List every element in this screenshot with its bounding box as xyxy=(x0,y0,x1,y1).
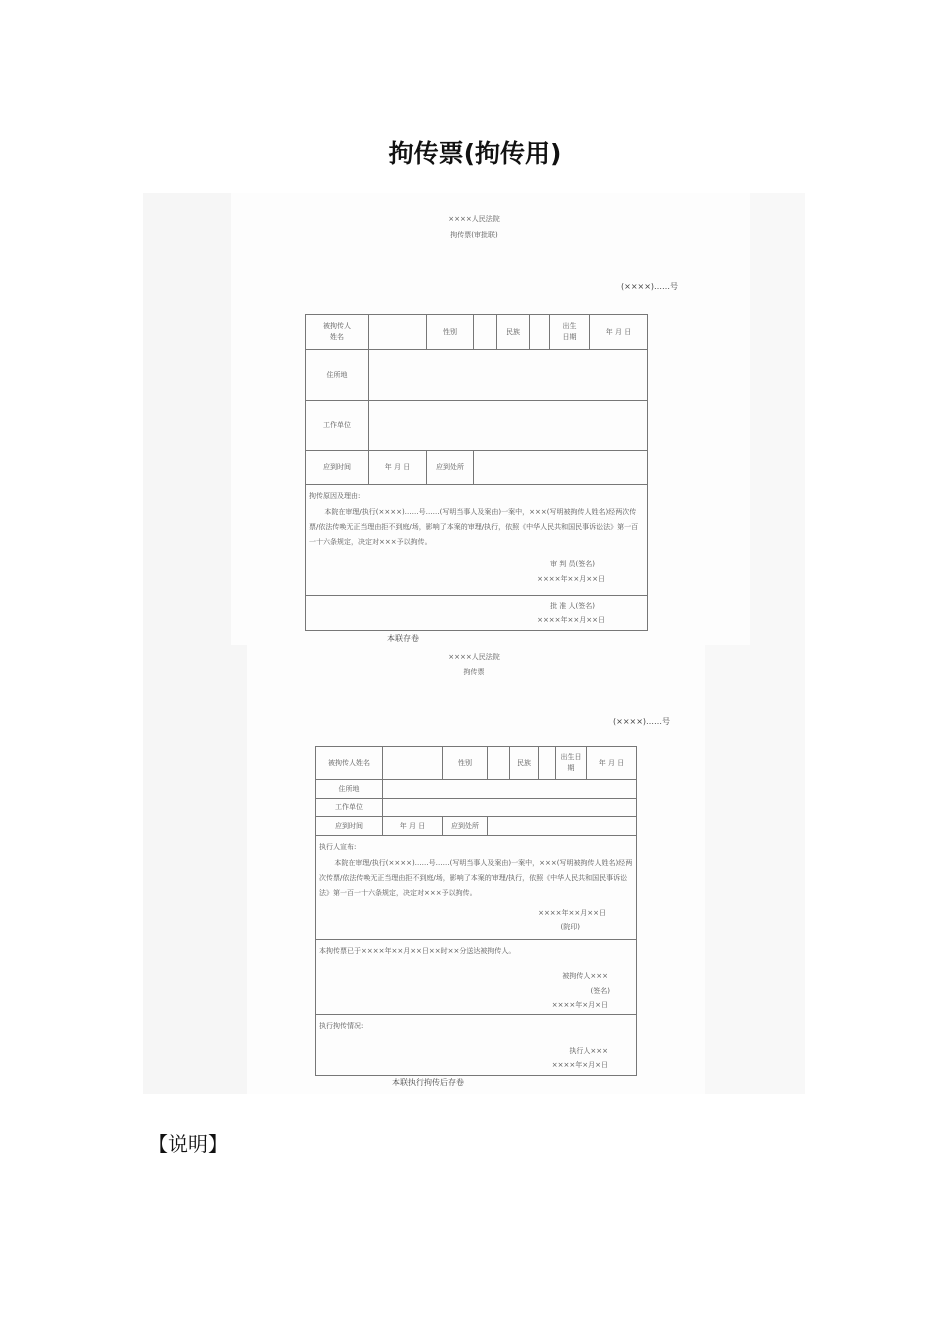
work-unit-label: 工作单位 xyxy=(316,799,383,817)
court-name: ××××人民法院 xyxy=(448,215,500,223)
approver-date: ××××年××月××日 xyxy=(537,616,605,624)
residence-label: 住所地 xyxy=(306,350,369,401)
ethnicity-label: 民族 xyxy=(497,315,530,350)
approval-section xyxy=(306,596,648,631)
approval-form-table xyxy=(305,314,648,631)
arrival-time-label: 应到时间 xyxy=(316,817,383,836)
delivery-text: 本拘传票已于××××年××月××日××时××分送达被拘传人。 xyxy=(319,947,516,955)
arrival-place-label: 应到处所 xyxy=(427,451,474,485)
reason-section xyxy=(306,485,648,596)
birth-label: 出生 日期 xyxy=(550,315,590,350)
scan-margin-left xyxy=(143,193,231,645)
arrival-time-value: 年 月 日 xyxy=(383,817,443,836)
residence-value xyxy=(383,780,637,799)
warrant-form-table xyxy=(315,746,637,1076)
name-value xyxy=(369,315,427,350)
residence-value xyxy=(369,350,648,401)
form-name: 拘传票(审批联) xyxy=(450,231,498,239)
case-number: (××××)……号 xyxy=(621,282,679,291)
judge-date: ××××年××月××日 xyxy=(537,575,605,583)
executor-date: ××××年×月×日 xyxy=(551,1061,608,1069)
name-value xyxy=(383,747,443,780)
ethnicity-label: 民族 xyxy=(510,747,539,780)
work-unit-value xyxy=(383,799,637,817)
arrival-time-value: 年 月 日 xyxy=(369,451,427,485)
execution-status-title: 执行拘传情况: xyxy=(319,1022,364,1030)
approver-signature: 批 准 人(签名) xyxy=(550,602,595,610)
scan-margin-right xyxy=(705,645,805,1094)
recipient-signature: (签名) xyxy=(590,987,610,995)
ethnicity-value xyxy=(530,315,550,350)
case-number: (××××)……号 xyxy=(613,717,671,726)
document-title: 拘传票(拘传用) xyxy=(388,139,562,168)
court-date: ××××年××月××日 xyxy=(538,909,606,917)
executor-text: 本院在审理/执行(××××)……号……(写明当事人及案由)一案中，×××(写明被拘传人姓名)经两次传票/依法传唤无正当理由拒不到庭/场，影响了本案的审理/执行，依照《中华人民共和国民事诉讼法》第一百一十六条规定，决定对×××予以拘传。 xyxy=(319,859,633,897)
birth-value: 年 月 日 xyxy=(587,747,637,780)
executor-section xyxy=(316,836,637,940)
scan-margin-left xyxy=(143,645,247,1094)
ethnicity-value xyxy=(539,747,556,780)
approval-footer: 本联存卷 xyxy=(387,634,419,643)
reason-text: 本院在审理/执行(××××)……号……(写明当事人及案由)一案中，×××(写明被拘传人姓名)经两次传票/依法传唤无正当理由拒不到庭/场，影响了本案的审理/执行，依照《中华人民共和国民事诉讼法》第一百一十六条规定，决定对×××予以拘传。 xyxy=(309,508,639,546)
execution-status-section xyxy=(316,1015,637,1076)
recipient-name: 被拘传人××× xyxy=(562,972,608,980)
work-unit-value xyxy=(369,401,648,451)
name-label: 被拘传人姓名 xyxy=(316,747,383,780)
scan-margin-right xyxy=(750,193,805,645)
warrant-form-scan xyxy=(143,645,805,1094)
work-unit-label: 工作单位 xyxy=(306,401,369,451)
gender-value xyxy=(474,315,497,350)
gender-value xyxy=(488,747,510,780)
form-name: 拘传票 xyxy=(463,668,485,676)
gender-label: 性别 xyxy=(427,315,474,350)
judge-signature: 审 判 员(签名) xyxy=(550,560,595,568)
reason-title: 拘传原因及理由: xyxy=(309,492,361,500)
court-seal: (院印) xyxy=(560,923,580,931)
name-label: 被拘传人 姓名 xyxy=(306,315,369,350)
residence-label: 住所地 xyxy=(316,780,383,799)
note-heading: 【说明】 xyxy=(148,1132,228,1156)
court-name: ××××人民法院 xyxy=(448,653,500,661)
gender-label: 性别 xyxy=(443,747,488,780)
arrival-place-value xyxy=(488,817,637,836)
approval-form-scan xyxy=(143,193,805,645)
birth-label: 出生日 期 xyxy=(556,747,587,780)
arrival-place-label: 应到处所 xyxy=(443,817,488,836)
warrant-footer: 本联执行拘传后存卷 xyxy=(392,1078,464,1087)
executor-name: 执行人××× xyxy=(569,1047,608,1055)
arrival-time-label: 应到时间 xyxy=(306,451,369,485)
executor-title: 执行人宣布: xyxy=(319,843,357,851)
birth-value: 年 月 日 xyxy=(590,315,648,350)
arrival-place-value xyxy=(474,451,648,485)
recipient-date: ××××年×月×日 xyxy=(551,1001,608,1009)
delivery-section xyxy=(316,940,637,1015)
